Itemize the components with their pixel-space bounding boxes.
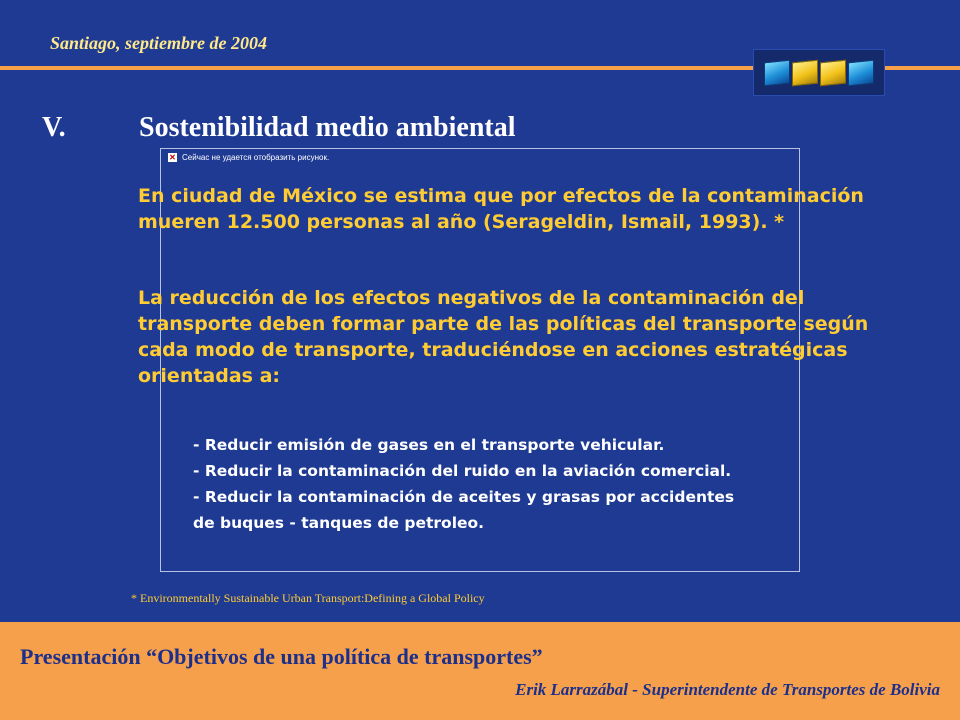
author-line: Erik Larrazábal - Superintendente de Transportes de Bolivia: [515, 680, 940, 699]
bullet-item: - Reducir la contaminación del ruido en la aviación comercial.: [193, 462, 732, 480]
logo-cube: [792, 59, 818, 86]
logo-icon: [753, 49, 885, 96]
logo-cube: [848, 59, 874, 86]
broken-image-text: Сейчас не удается отобразить рисунок.: [182, 153, 330, 162]
broken-image: [168, 153, 329, 162]
bullet-item: - Reducir emisión de gases en el transporte vehicular.: [193, 436, 665, 454]
paragraph-mexico: En ciudad de México se estima que por efectos de la contaminación mueren 12.500 personas al año (Serageldin, Ismail, 1993). *: [138, 185, 864, 233]
paragraph-policy: La reducción de los efectos negativos de la contaminación del transporte deben formar parte de las políticas del transporte según cada modo de transporte, traduciéndose en acciones estratégicas orientadas a:: [138, 287, 869, 387]
broken-image-icon: ✕: [169, 153, 176, 162]
logo-cube: [820, 59, 846, 86]
presentation-title: Presentación “Objetivos de una política de transportes”: [20, 644, 543, 669]
section-number: V.: [42, 112, 66, 143]
logo-cube: [764, 59, 790, 86]
slide-title: [42, 112, 516, 144]
place-date: Santiago, septiembre de 2004: [50, 33, 267, 53]
bullet-item: de buques - tanques de petroleo.: [193, 514, 485, 532]
footer-band: [0, 622, 960, 720]
section-title: Sostenibilidad medio ambiental: [139, 112, 516, 143]
bullet-item: - Reducir la contaminación de aceites y grasas por accidentes: [193, 488, 735, 506]
bullet-list: [193, 432, 893, 536]
footnote: * Environmentally Sustainable Urban Transport:Defining a Global Policy: [131, 591, 485, 605]
